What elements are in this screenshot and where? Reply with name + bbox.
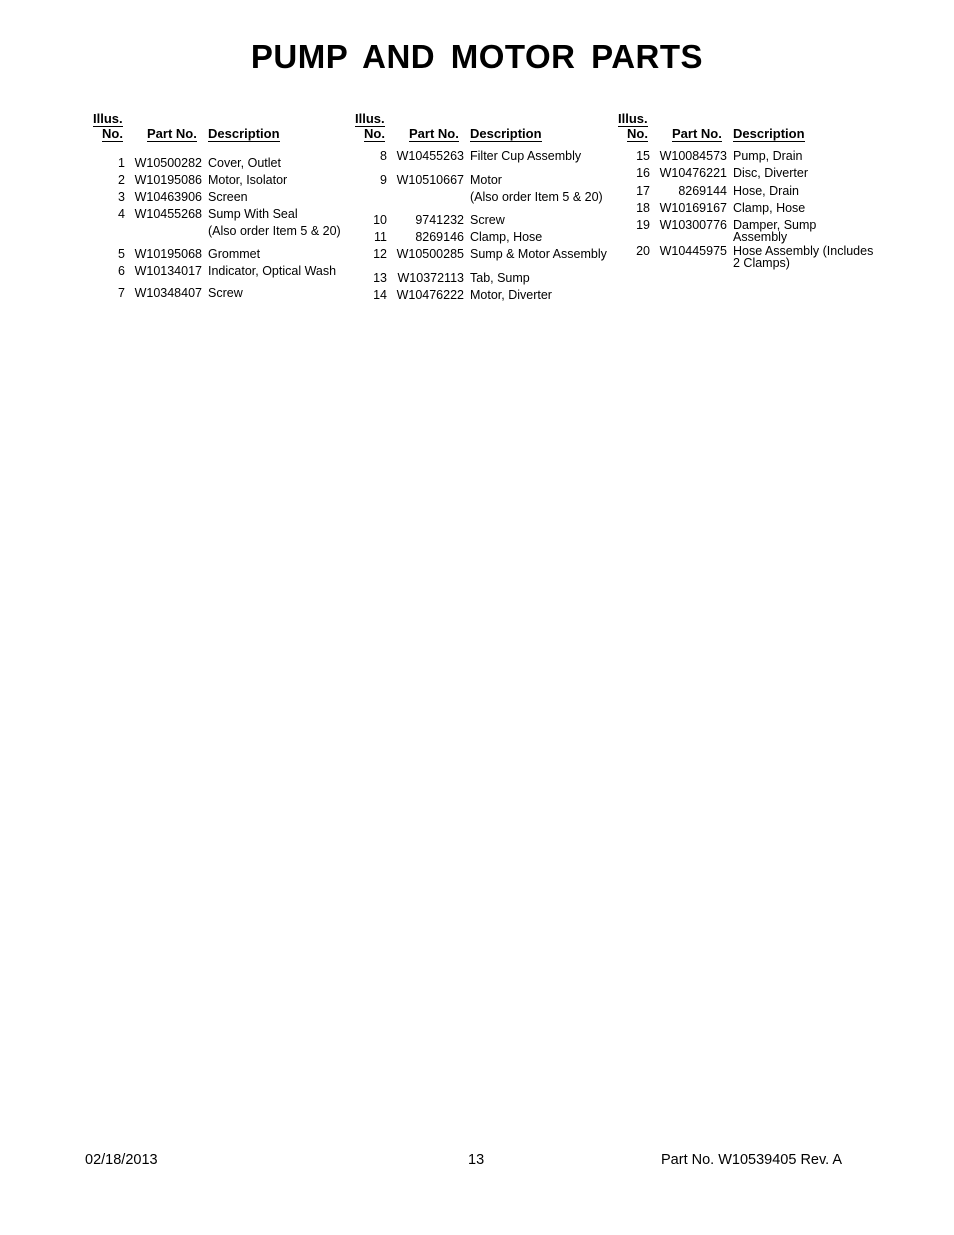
part-description: Filter Cup Assembly: [470, 149, 582, 163]
description-header: Description: [208, 126, 280, 141]
illus-number: 11: [374, 230, 387, 244]
illus-number: 2: [118, 173, 125, 187]
illus-number: 20: [636, 244, 650, 258]
footer-part-number: Part No. W10539405 Rev. A: [661, 1152, 843, 1168]
part-description: Indicator, Optical Wash: [208, 264, 337, 278]
part-description: Hose, Drain: [733, 184, 799, 198]
illus-number: 12: [373, 247, 387, 261]
part-description: Sump & Motor Assembly: [470, 247, 607, 261]
part-number: W10195086: [134, 173, 202, 187]
part-description-continued: Assembly: [733, 230, 788, 244]
illus-number: 15: [636, 149, 650, 163]
illus-number: 18: [636, 201, 650, 215]
part-no-header: Part No.: [672, 126, 722, 141]
illus-number: 7: [118, 286, 125, 300]
part-description-continued: 2 Clamps): [733, 256, 790, 270]
part-number: W10455268: [134, 207, 202, 221]
part-description: Grommet: [208, 247, 261, 261]
part-description: Pump, Drain: [733, 149, 803, 163]
part-number: W10445975: [659, 244, 727, 258]
part-description: Tab, Sump: [470, 271, 530, 285]
parts-column-1: [92, 111, 372, 300]
part-number: W10463906: [134, 190, 202, 204]
illus-number: 3: [118, 190, 125, 204]
illus-number: 8: [380, 149, 387, 163]
part-no-header: Part No.: [147, 126, 197, 141]
part-description-continued: (Also order Item 5 & 20): [470, 190, 603, 204]
part-row: [354, 289, 634, 319]
illus-header: Illus.: [93, 111, 123, 126]
part-number: W10169167: [659, 201, 727, 215]
part-number: W10195068: [134, 247, 202, 261]
part-number: W10300776: [659, 218, 727, 232]
part-number: W10348407: [134, 286, 202, 300]
page-title: PUMP AND MOTOR PARTS: [250, 38, 704, 75]
part-number: 8269144: [678, 184, 727, 198]
part-description: Motor, Diverter: [470, 288, 552, 302]
illus-number: 5: [118, 247, 125, 261]
footer-page-number: 13: [468, 1152, 485, 1168]
part-description: Screen: [208, 190, 248, 204]
part-description: Clamp, Hose: [470, 230, 543, 244]
illus-number: 10: [373, 213, 387, 227]
column-header: [617, 111, 897, 145]
part-row: [92, 287, 372, 317]
part-description: Motor, Isolator: [208, 173, 288, 187]
description-header: Description: [733, 126, 805, 141]
part-description: Disc, Diverter: [733, 166, 809, 180]
part-number: W10500282: [134, 156, 202, 170]
part-row: [617, 245, 897, 275]
column-header: [354, 111, 634, 145]
part-no-header: Part No.: [409, 126, 459, 141]
parts-column-3: [617, 111, 897, 270]
illus-number: 4: [118, 207, 125, 221]
part-description: Damper, Sump: [733, 218, 817, 232]
part-row: [92, 208, 372, 238]
part-description: Sump With Seal: [208, 207, 298, 221]
part-description-continued: (Also order Item 5 & 20): [208, 224, 341, 238]
part-number: W10500285: [396, 247, 464, 261]
no-header: No.: [627, 126, 648, 141]
illus-number: 6: [118, 264, 125, 278]
part-description: Hose Assembly (Includes: [733, 244, 874, 258]
part-number: W10084573: [659, 149, 727, 163]
illus-number: 14: [373, 288, 387, 302]
illus-number: 16: [636, 166, 650, 180]
parts-column-2: [354, 111, 634, 302]
part-description: Clamp, Hose: [733, 201, 806, 215]
illus-number: 9: [380, 173, 387, 187]
illus-number: 17: [636, 184, 650, 198]
no-header: No.: [102, 126, 123, 141]
part-row: [354, 174, 634, 204]
part-number: W10476222: [396, 288, 464, 302]
description-header: Description: [470, 126, 542, 141]
part-description: Motor: [470, 173, 502, 187]
illus-number: 13: [373, 271, 387, 285]
part-number: 9741232: [415, 213, 464, 227]
part-number: 8269146: [415, 230, 464, 244]
part-number: W10134017: [134, 264, 202, 278]
part-number: W10510667: [396, 173, 464, 187]
illus-number: 19: [636, 218, 650, 232]
part-description: Screw: [208, 286, 243, 300]
illus-number: 1: [118, 156, 125, 170]
part-description: Screw: [470, 213, 505, 227]
part-number: W10476221: [659, 166, 727, 180]
part-description: Cover, Outlet: [208, 156, 281, 170]
part-number: W10372113: [397, 271, 464, 285]
column-header: [92, 111, 372, 145]
footer-date: 02/18/2013: [85, 1152, 158, 1168]
illus-header: Illus.: [355, 111, 385, 126]
illus-header: Illus.: [618, 111, 648, 126]
no-header: No.: [364, 126, 385, 141]
part-number: W10455263: [396, 149, 464, 163]
